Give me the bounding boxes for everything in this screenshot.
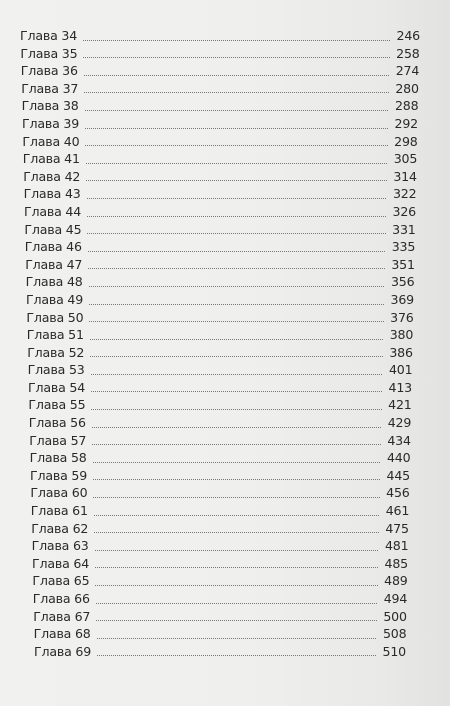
toc-entry (20, 625, 406, 643)
toc-entry-label: Глава 50 (26, 309, 84, 325)
toc-dot-leader (92, 443, 381, 445)
toc-entry (20, 520, 409, 538)
toc-entry-label: Глава 48 (25, 274, 83, 290)
toc-entry-label: Глава 55 (28, 397, 86, 413)
toc-entry (20, 238, 415, 256)
toc-entry-page-number: 401 (388, 362, 413, 378)
toc-dot-leader (94, 514, 379, 516)
toc-entry-label: Глава 39 (22, 115, 80, 131)
toc-entry-label: Глава 40 (22, 133, 80, 149)
toc-entry-label: Глава 67 (33, 608, 91, 624)
toc-dot-leader (86, 179, 387, 181)
toc-entry (20, 379, 412, 397)
toc-entry-page-number: 475 (385, 520, 409, 536)
toc-entry-page-number: 335 (391, 239, 416, 255)
toc-entry-page-number: 376 (390, 309, 414, 325)
toc-entry (20, 309, 414, 327)
toc-entry-page-number: 326 (392, 203, 416, 219)
toc-dot-leader (91, 408, 381, 410)
toc-entry-page-number: 510 (382, 643, 406, 659)
toc-entry-label: Глава 45 (24, 221, 82, 237)
toc-dot-leader (91, 390, 382, 392)
toc-entry-label: Глава 63 (31, 538, 89, 554)
table-of-contents (20, 27, 420, 660)
toc-entry (20, 590, 407, 608)
toc-dot-leader (88, 250, 385, 252)
toc-entry-label: Глава 52 (27, 344, 85, 360)
toc-entry (20, 643, 406, 661)
toc-dot-leader (97, 654, 376, 656)
toc-entry-label: Глава 35 (20, 45, 78, 61)
toc-entry-page-number: 274 (395, 63, 420, 79)
toc-dot-leader (94, 531, 379, 533)
toc-entry-label: Глава 58 (29, 450, 87, 466)
toc-entry-page-number: 413 (388, 379, 412, 395)
toc-entry (20, 414, 411, 432)
toc-dot-leader (95, 549, 379, 551)
toc-entry (20, 185, 416, 203)
toc-entry-label: Глава 56 (28, 415, 86, 431)
toc-dot-leader (93, 496, 379, 498)
toc-entry-page-number: 322 (392, 186, 417, 202)
toc-entry-label: Глава 64 (32, 555, 90, 571)
toc-dot-leader (83, 56, 389, 58)
toc-dot-leader (91, 373, 383, 375)
toc-entry-label: Глава 66 (32, 591, 90, 606)
toc-entry (20, 344, 413, 362)
toc-entry-page-number: 440 (386, 450, 411, 466)
toc-entry-label: Глава 62 (31, 520, 89, 536)
toc-entry (20, 27, 420, 45)
toc-dot-leader (89, 285, 385, 287)
toc-entry-page-number: 494 (383, 591, 408, 606)
toc-entry-label: Глава 34 (20, 28, 78, 43)
toc-entry (20, 150, 417, 168)
toc-entry-page-number: 351 (391, 256, 415, 272)
toc-entry (20, 572, 408, 590)
toc-entry-page-number: 489 (384, 573, 408, 589)
toc-entry-page-number: 485 (384, 555, 408, 571)
toc-entry (20, 555, 408, 573)
toc-dot-leader (86, 162, 387, 164)
toc-entry (20, 608, 407, 626)
toc-entry (20, 133, 418, 151)
toc-entry-page-number: 481 (384, 538, 409, 554)
toc-entry-label: Глава 49 (26, 291, 84, 307)
toc-dot-leader (89, 320, 383, 322)
toc-entry-page-number: 508 (382, 626, 407, 642)
toc-entry-label: Глава 59 (30, 467, 88, 483)
toc-entry-label: Глава 41 (22, 151, 80, 167)
toc-entry-page-number: 356 (390, 274, 415, 290)
toc-entry (20, 115, 418, 133)
toc-entry (20, 484, 410, 502)
toc-entry-page-number: 421 (388, 397, 412, 413)
toc-dot-leader (90, 355, 383, 357)
toc-entry-label: Глава 54 (28, 379, 86, 395)
toc-dot-leader (89, 303, 384, 305)
toc-entry-page-number: 456 (386, 485, 410, 501)
toc-dot-leader (96, 602, 377, 604)
toc-entry-page-number: 246 (396, 28, 420, 43)
toc-entry (20, 291, 414, 309)
toc-entry-label: Глава 43 (23, 186, 81, 202)
toc-entry-label: Глава 42 (23, 168, 81, 184)
toc-entry-page-number: 292 (394, 115, 418, 131)
toc-entry-page-number: 429 (387, 415, 412, 431)
toc-entry (20, 80, 419, 98)
toc-entry (20, 432, 411, 450)
toc-entry-label: Глава 46 (24, 239, 82, 255)
toc-entry-label: Глава 69 (34, 643, 92, 659)
toc-entry-label: Глава 38 (21, 98, 79, 114)
toc-dot-leader (87, 215, 386, 217)
toc-dot-leader (90, 338, 383, 340)
toc-dot-leader (88, 267, 385, 269)
toc-entry (20, 361, 412, 379)
toc-entry (20, 537, 408, 555)
toc-entry (20, 273, 414, 291)
toc-entry (20, 256, 415, 274)
toc-entry (20, 221, 416, 239)
toc-entry-label: Глава 61 (30, 503, 88, 519)
toc-entry (20, 449, 410, 467)
toc-entry-page-number: 258 (396, 45, 420, 61)
toc-entry (20, 326, 413, 344)
toc-dot-leader (85, 144, 387, 146)
toc-entry (20, 45, 420, 63)
toc-entry (20, 396, 412, 414)
toc-dot-leader (93, 461, 381, 463)
toc-entry-page-number: 369 (390, 291, 414, 307)
toc-entry-page-number: 434 (387, 432, 411, 448)
toc-dot-leader (85, 109, 389, 111)
toc-dot-leader (87, 197, 387, 199)
toc-dot-leader (95, 566, 378, 568)
toc-entry (20, 62, 419, 80)
toc-entry-label: Глава 53 (27, 362, 85, 378)
toc-dot-leader (87, 232, 385, 234)
toc-dot-leader (92, 426, 381, 428)
toc-entry-label: Глава 60 (30, 485, 88, 501)
toc-entry-label: Глава 47 (25, 256, 83, 272)
toc-entry-label: Глава 68 (33, 626, 91, 642)
toc-dot-leader (93, 478, 380, 480)
toc-entry-label: Глава 37 (21, 80, 79, 96)
toc-entry (20, 97, 418, 115)
toc-entry-page-number: 305 (393, 151, 418, 167)
toc-dot-leader (97, 637, 377, 639)
toc-entry-page-number: 314 (393, 168, 417, 184)
toc-entry-label: Глава 57 (29, 432, 87, 448)
toc-dot-leader (85, 127, 388, 129)
toc-dot-leader (95, 584, 377, 586)
toc-dot-leader (96, 619, 377, 621)
toc-entry (20, 502, 409, 520)
toc-entry-page-number: 298 (394, 133, 418, 149)
toc-entry-page-number: 445 (386, 467, 410, 483)
toc-entry-label: Глава 65 (32, 573, 90, 589)
toc-entry-label: Глава 36 (20, 63, 78, 79)
toc-entry-page-number: 380 (389, 327, 414, 343)
toc-entry (20, 203, 416, 221)
toc-entry-page-number: 280 (395, 80, 419, 96)
toc-dot-leader (84, 91, 389, 93)
toc-entry-page-number: 331 (392, 221, 416, 237)
toc-entry-label: Глава 44 (24, 203, 82, 219)
toc-entry-label: Глава 51 (26, 327, 84, 343)
toc-entry-page-number: 288 (394, 98, 419, 114)
toc-entry-page-number: 386 (389, 344, 413, 360)
toc-entry-page-number: 461 (385, 503, 410, 519)
toc-dot-leader (84, 74, 389, 76)
toc-entry-page-number: 500 (383, 608, 407, 624)
toc-entry (20, 467, 410, 485)
toc-dot-leader (83, 39, 390, 41)
toc-entry (20, 168, 417, 186)
